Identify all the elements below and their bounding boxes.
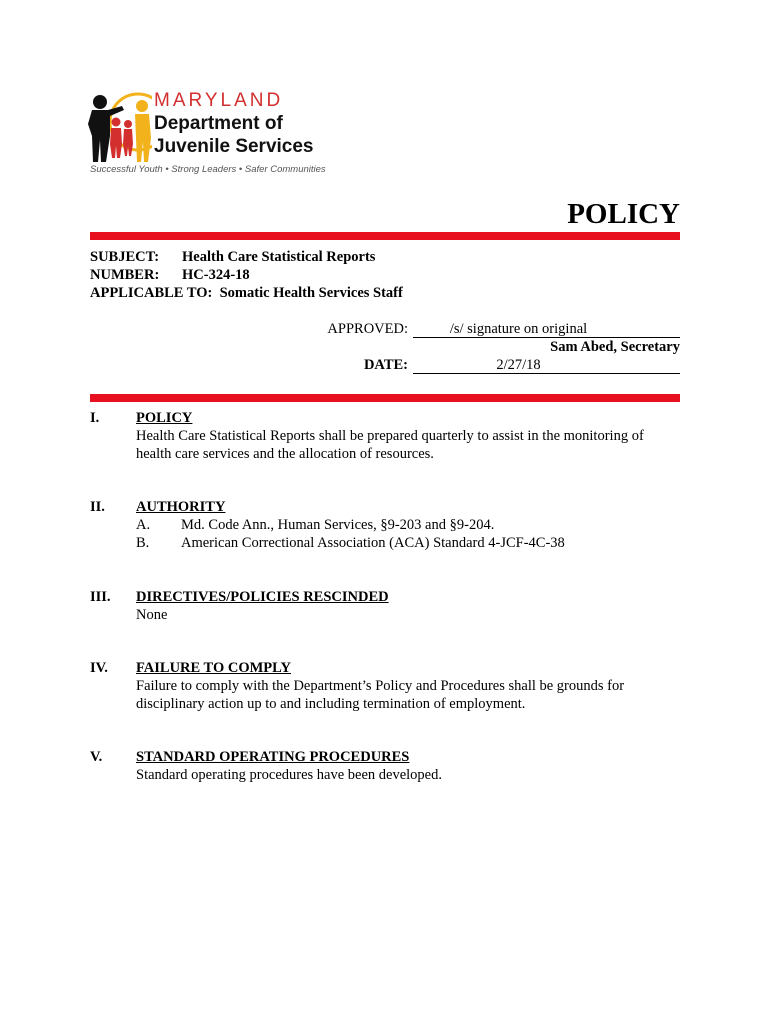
signer-name: Sam Abed, Secretary — [550, 339, 680, 355]
section-text-line: None — [136, 607, 168, 623]
applicable-line — [90, 284, 403, 302]
section-heading: FAILURE TO COMPLY — [136, 660, 291, 676]
logo-tagline: Successful Youth • Strong Leaders • Safer Communities — [90, 164, 326, 175]
date-row — [90, 356, 680, 374]
approved-value: /s/ signature on original — [449, 321, 588, 337]
red-divider-top — [90, 232, 680, 240]
agency-logo — [86, 90, 326, 180]
section-numeral: I. — [90, 410, 100, 426]
date-value: 2/27/18 — [496, 357, 541, 373]
section-text-line: disciplinary action up to and including termination of employment. — [136, 696, 526, 712]
section-numeral: III. — [90, 589, 111, 605]
document-metadata — [90, 248, 403, 302]
authority-item-letter: B. — [136, 535, 150, 551]
section-heading: DIRECTIVES/POLICIES RESCINDED — [136, 589, 389, 605]
authority-item — [136, 534, 676, 552]
section-numeral: V. — [90, 749, 103, 765]
subject-line — [90, 248, 403, 266]
approved-row — [90, 320, 680, 338]
section-text-line: Health Care Statistical Reports shall be prepared quarterly to assist in the monitoring of — [136, 428, 644, 444]
section-numeral: II. — [90, 499, 105, 515]
section-heading: STANDARD OPERATING PROCEDURES — [136, 749, 410, 765]
logo-dept-line-1: Department of — [154, 113, 283, 134]
red-divider-bottom — [90, 394, 680, 402]
section-numeral: IV. — [90, 660, 108, 676]
date-label: DATE: — [363, 357, 408, 373]
subject-value: Health Care Statistical Reports — [182, 249, 376, 265]
date-line — [413, 356, 680, 374]
authority-item — [136, 516, 676, 534]
approved-signature-line — [413, 320, 680, 338]
approved-label: APPROVED: — [327, 321, 408, 337]
document-type-title: POLICY — [567, 198, 680, 230]
number-value: HC-324-18 — [182, 267, 250, 283]
logo-dept-line-2: Juvenile Services — [154, 136, 314, 157]
applicable-label: APPLICABLE TO: — [90, 285, 213, 301]
number-line — [90, 266, 403, 284]
section-text-line: Standard operating procedures have been developed. — [136, 767, 442, 783]
authority-item-letter: A. — [136, 517, 151, 533]
number-label: NUMBER: — [90, 267, 160, 283]
section-text-line: health care services and the allocation of resources. — [136, 446, 434, 462]
section-text-line: Failure to comply with the Department’s Policy and Procedures shall be grounds for — [136, 678, 625, 694]
family-figures-icon — [86, 92, 152, 166]
subject-label: SUBJECT: — [90, 249, 160, 265]
authority-item-text: Md. Code Ann., Human Services, §9-203 and §9-204. — [181, 517, 495, 533]
section-heading: POLICY — [136, 410, 193, 426]
authority-item-text: American Correctional Association (ACA) Standard 4-JCF-4C-38 — [181, 535, 565, 551]
logo-state-name: MARYLAND — [154, 90, 284, 111]
applicable-value: Somatic Health Services Staff — [219, 285, 403, 301]
section-heading: AUTHORITY — [136, 499, 226, 515]
